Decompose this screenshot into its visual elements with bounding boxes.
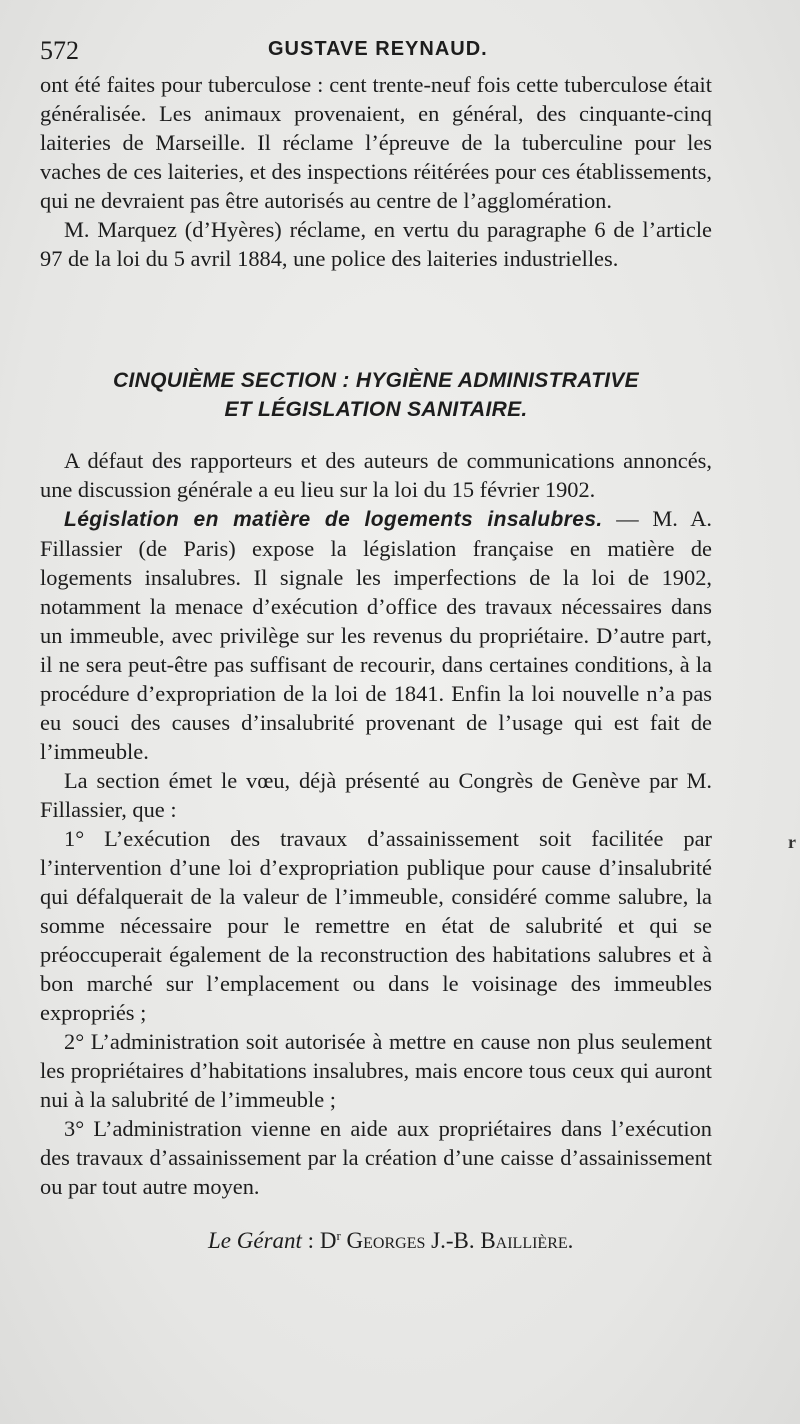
signature-line xyxy=(208,1221,573,1255)
law-dash: — xyxy=(602,506,653,531)
section-heading-line2: ET LÉGISLATION SANITAIRE. xyxy=(224,398,528,421)
running-title: GUSTAVE REYNAUD. xyxy=(268,38,488,60)
signature-title: D xyxy=(319,1228,337,1253)
section-heading-line1: CINQUIÈME SECTION : HYGIÈNE ADMINISTRATIVE xyxy=(113,369,639,392)
page-header xyxy=(40,30,740,66)
list-item-1: 1° L’exécution des travaux d’assainissement soit facilitée par l’intervention d’une loi d’expropriation publique pour cause d’insalubrité qui défalquerait de la valeur de l’immeuble, considéré comme salubre, la somme nécessaire pour le remettre en état de salubrité et qui se préoccuperait également de la reconstruction des habitations salubres et à bon marché sur l’emplacement ou dans le voisinage des immeubles expropriés ; xyxy=(40,826,712,1025)
paragraph-marquez: M. Marquez (d’Hyères) réclame, en vertu du paragraphe 6 de l’article 97 de la loi du 5 avril 1884, une police des laiteries industrielles. xyxy=(40,217,712,271)
signature-role: Le Gérant xyxy=(208,1228,302,1253)
body-text-section xyxy=(40,446,712,1201)
law-title: Législation en matière de logements insalubres. xyxy=(64,508,603,531)
list-item-2: 2° L’administration soit autorisée à mettre en cause non plus seulement les propriétaires d’habitations insalubres, mais encore tous ceux qui auront nui à la salubrité de l’immeuble ; xyxy=(40,1029,712,1112)
paragraph-intro: A défaut des rapporteurs et des auteurs de communications annoncés, une discussion générale a eu lieu sur la loi du 15 février 1902. xyxy=(40,448,712,502)
law-text: M. A. Fillassier (de Paris) expose la législation française en matière de logements insalubres. Il signale les imperfections de la loi de 1902, notamment la menace d’exécution d’office des travaux nécessaires dans un immeuble, avec privilège sur les revenus du propriétaire. D’autre part, il ne sera peut-être pas suffisant de recourir, dans certaines conditions, à la procédure d’expropriation de la loi de 1841. Enfin la loi nouvelle n’a pas eu souci des causes d’insalubrité provenant de l’usage qui est fait de l’immeuble. xyxy=(40,506,713,764)
signature-colon: : xyxy=(301,1228,320,1253)
paragraph-tuberculose: ont été faites pour tuberculose : cent trente-neuf fois cette tuberculose était généralisée. Les animaux provenaient, en général, des cinquante-cinq laiteries de Marseille. Il réclame l’épreuve de la tuberculine pour les vaches de ces laiteries, et des inspections réitérées pour ces établissements, qui ne devraient pas être autorisés au centre de l’agglomération. xyxy=(40,72,712,213)
section-heading xyxy=(40,366,712,424)
paragraph-law xyxy=(40,504,712,766)
margin-mark: r xyxy=(788,832,796,852)
list-item-3: 3° L’administration vienne en aide aux propriétaires dans l’exécution des travaux d’assainissement par la création d’une caisse d’assainissement ou par tout autre moyen. xyxy=(40,1116,712,1199)
signature-title-sup: r xyxy=(336,1228,341,1243)
body-text-top xyxy=(40,70,712,273)
paragraph-voeu: La section émet le vœu, déjà présenté au Congrès de Genève par M. Fillassier, que : xyxy=(40,768,712,822)
signature-name: Georges J.-B. Baillière. xyxy=(340,1228,574,1253)
page-number: 572 xyxy=(40,36,79,65)
